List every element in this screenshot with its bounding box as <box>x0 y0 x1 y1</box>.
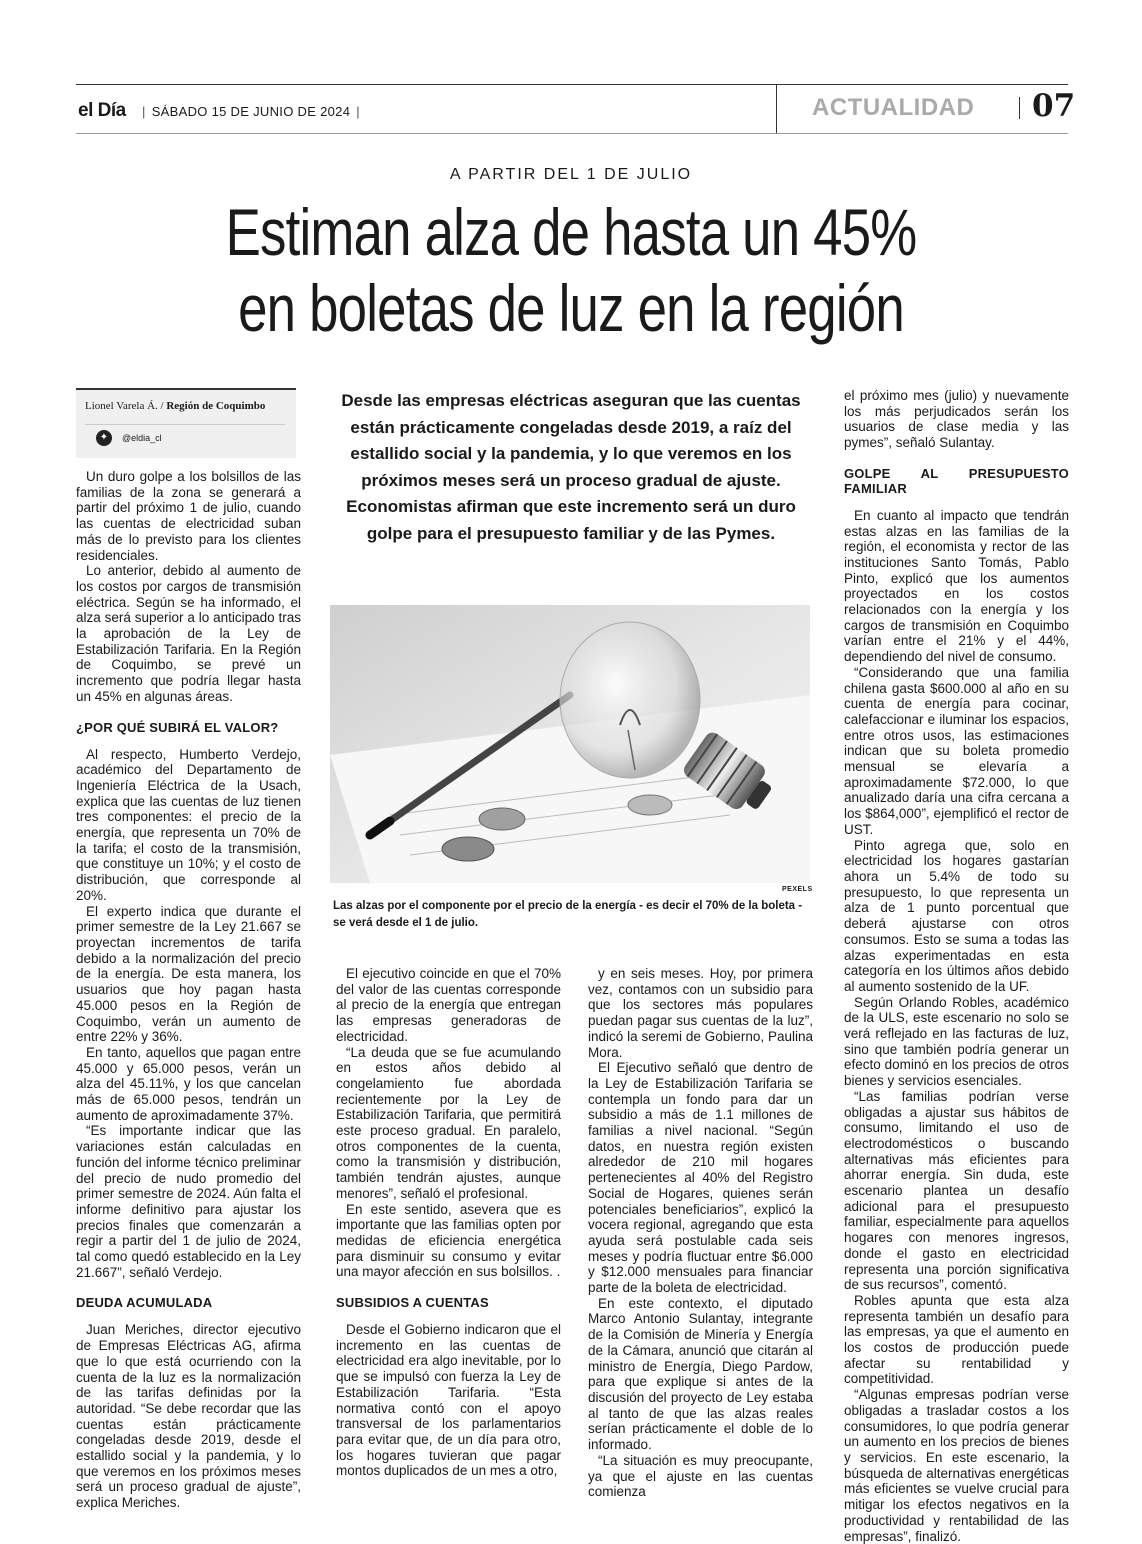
byline-box <box>76 388 296 458</box>
twitter-icon: ✦ <box>96 430 112 446</box>
paragraph: Desde el Gobierno indicaron que el incremento en las cuentas de electricidad era algo inevitable, por lo que se impulsó con fuerza la Ley de Estabilización Tarifaria. “Esta normativa contó con el apoyo transversal de los parlamentarios para evitar que, de un día para otro, los hogares tuvieran que pagar montos duplicados de un mes a otro, <box>336 1322 561 1479</box>
paragraph: y en seis meses. Hoy, por primera vez, contamos con un subsidio para que los sectores más populares puedan pagar sus cuentas de la luz”, indicó la seremi de Gobierno, Paulina Mora. <box>588 966 813 1060</box>
headline-line-1: Estiman alza de hasta un 45% <box>225 195 917 269</box>
paragraph: En tanto, aquellos que pagan entre 45.000 y 65.000 pesos, verán un alza del 45.11%, y los que cancelan más de 65.000 pesos, tendrán un aumento de aproximadamente 37%. <box>76 1044 301 1123</box>
header-rule <box>76 84 1068 85</box>
column-3 <box>588 966 813 1500</box>
subheading: SUBSIDIOS A CUENTAS <box>336 1295 489 1311</box>
page-number: 07 <box>1032 88 1076 124</box>
paragraph: Al respecto, Humberto Verdejo, académico del Departamento de Ingeniería Eléctrica de la Usach, explica que las cuentas de luz tienen tres componentes: el precio de la energía, que representa un 70% de la tarifa; el costo de la transmisión, que constituye un 10%; y el costo de distribución, que corresponde al 20%. <box>76 746 301 903</box>
article-lead: Desde las empresas eléctricas aseguran que las cuentas están prácticamente congeladas desde 2019, a raíz del estallido social y la pandemia, y lo que veremos en los próximos meses será un proceso gradual de ajuste. Economistas afirman que este incremento será un duro golpe para el presupuesto familiar y de las Pymes. <box>341 391 801 543</box>
paragraph: En este sentido, asevera que es importante que las familias opten por medidas de eficiencia energética para disminuir su consumo y evitar una mayor afección en sus bolsillos. . <box>336 1201 561 1280</box>
newspaper-logo: el Día <box>78 100 126 121</box>
lightbulb-photo-graphic <box>330 605 810 883</box>
paragraph: Lo anterior, debido al aumento de los costos por cargos de transmisión eléctrica. Según se ha informado, el alza será superior a lo anticipado tras la aprobación de la Ley de Estabilización Tarifaria. En la Región de Coquimbo, se prevé un incremento que podría llegar hasta un 45% en algunas áreas. <box>76 563 301 704</box>
column-2 <box>336 966 561 1479</box>
subheading: DEUDA ACUMULADA <box>76 1295 213 1311</box>
section-name: ACTUALIDAD <box>812 94 975 121</box>
paragraph: “Considerando que una familia chilena gasta $600.000 al año en su cuenta de energía para cocinar, calefaccionar e iluminar los espacios, entre otros usos, las estimaciones indican que su boleta promedio mensual se elevaría a aproximadamente $72.000, lo que anualizado daría una cifra cercana a los $864,000”, ejemplificó el rector de UST. <box>844 664 1069 837</box>
twitter-handle[interactable]: @eldia_cl <box>122 433 162 443</box>
column-4 <box>844 388 1069 1544</box>
paragraph: Pinto agrega que, solo en electricidad los hogares gastarían ahora un 5.4% de todo su presupuesto, lo que representa un alza de 1 punto porcentual que deberá ajustarse con otros consumos. Esto se suma a todas las alzas experimentadas en esta categoría en los últimos años debido al aumento sostenido de la UF. <box>844 837 1069 994</box>
author-region: Región de Coquimbo <box>166 400 266 412</box>
paragraph: Un duro golpe a los bolsillos de las familias de la zona se generará a partir del próximo 1 de julio, cuando las cuentas de electricidad suban más de lo previsto para los clientes residenciales. <box>76 469 301 563</box>
paragraph: “Es importante indicar que las variaciones están calculadas en función del informe técnico preliminar del precio de nudo promedio del primer semestre de 2024. Aún falta el informe definitivo para ajustar los precios finales que comenzarán a regir a partir del 1 de julio de 2024, tal como quedó establecido en la Ley 21.667”, señaló Verdejo. <box>76 1123 301 1280</box>
headline-line-2: en boletas de luz en la región <box>238 271 904 345</box>
photo-credit: PEXELS <box>782 886 813 893</box>
paragraph: el próximo mes (julio) y nuevamente los más perjudicados serán los usuarios de clase media y las pymes”, señaló Sulantay. <box>844 388 1069 451</box>
paragraph: En cuanto al impacto que tendrán estas alzas en las familias de la región, el economista y rector de las instituciones Santo Tomás, Pablo Pinto, explicó que los aumentos proyectados en los costos relacionados con la energía y los cargos de transmisión en Coquimbo varían entre el 21% y el 44%, dependiendo del nivel de consumo. <box>844 507 1069 665</box>
paragraph: “Las familias podrían verse obligadas a ajustar sus hábitos de consumo, limitando el uso de electrodomésticos o buscando alternativas más eficientes para ahorrar energía. Sin duda, este escenario plantea un desafío adicional para el presupuesto familiar, especialmente para aquellos hogares con menores ingresos, donde el gasto en electricidad representa una porción significativa de sus recursos”, comentó. <box>844 1088 1069 1293</box>
author-name: Lionel Varela Á. / <box>85 400 164 412</box>
issue-date: SÁBADO 15 DE JUNIO DE 2024 <box>151 104 351 119</box>
photo-caption: Las alzas por el componente por el precio de la energía - es decir el 70% de la boleta - se verá desde el 1 de julio. <box>333 900 803 929</box>
header-divider <box>776 84 777 134</box>
paragraph: El experto indica que durante el primer semestre de la Ley 21.667 se proyectan incrementos de tarifa debido a la normalización del precio de la energía. De esta manera, los usuarios que hoy pagan hasta 45.000 pesos en la Región de Coquimbo, verán un aumento de entre 22% y 36%. <box>76 903 301 1045</box>
paragraph: Según Orlando Robles, académico de la ULS, este escenario no solo se verá reflejado en las facturas de luz, sino que también podría generar un efecto dominó en los precios de otros bienes y servicios esenciales. <box>844 994 1069 1089</box>
paragraph: “La deuda que se fue acumulando en estos años debido al congelamiento fue abordada recientemente por la Ley de Estabilización Tarifaria, que permitirá este proceso gradual. En paralelo, otros componentes de la cuenta, como la transmisión y distribución, también tendrán ajustes, aunque menores”, señaló el profesional. <box>336 1044 561 1201</box>
lightbulb-photo <box>330 605 810 883</box>
byline-divider <box>85 424 285 425</box>
section-divider <box>1019 97 1020 119</box>
date-line: | SÁBADO 15 DE JUNIO DE 2024 | <box>142 104 360 119</box>
paragraph: Juan Meriches, director ejecutivo de Empresas Eléctricas AG, afirma que lo que está ocurriendo con la cuenta de la luz es la normalización de las tarifas definidas por la autoridad. “Se debe recordar que las cuentas están prácticamente congeladas desde 2019, desde el estallido social y la pandemia, y lo que veremos en los próximos meses será un proceso gradual de ajuste”, explica Meriches. <box>76 1322 301 1511</box>
paragraph: El Ejecutivo señaló que dentro de la Ley de Estabilización Tarifaria se contempla un fondo para dar un subsidio a más de 1.1 millones de familias a nivel nacional. “Según datos, en nuestra región existen alrededor de 210 mil hogares pertenecientes al 40% del Registro Social de Hogares, quienes serán potenciales beneficiarios”, explicó la vocera regional, agregando que esta ayuda será postulable cada seis meses y podría fluctuar entre $6.000 y $12.000 mensuales para financiar parte de la boleta de electricidad. <box>588 1060 813 1296</box>
paragraph: “La situación es muy preocupante, ya que el ajuste en las cuentas comienza <box>588 1452 813 1500</box>
article-kicker: A PARTIR DEL 1 DE JULIO <box>449 166 693 183</box>
subheading: ¿POR QUÉ SUBIRÁ EL VALOR? <box>76 719 279 735</box>
header-underline <box>76 133 1068 134</box>
subheading: GOLPE AL PRESUPUESTO FAMILIAR <box>844 465 1069 496</box>
paragraph: En este contexto, el diputado Marco Antonio Sulantay, integrante de la Comisión de Minería y Energía de la Cámara, anunció que citarán al ministro de Energía, Diego Pardow, para que explique si antes de la discusión del proyecto de Ley estaba al tanto de que las alzas reales serían prácticamente el doble de lo informado. <box>588 1295 813 1453</box>
paragraph: Robles apunta que esta alza representa también un desafío para las empresas, ya que el aumento en los costos de producción puede afectar su rentabilidad y competitividad. <box>844 1292 1069 1387</box>
paragraph: “Algunas empresas podrían verse obligadas a trasladar costos a los consumidores, lo que podría generar un aumento en los precios de bienes y servicios. En este escenario, la búsqueda de alternativas energéticas más eficientes se vuelve crucial para mitigar los efectos negativos en la productividad y rentabilidad de las empresas”, finalizó. <box>844 1387 1069 1544</box>
author-line <box>85 400 265 412</box>
column-1 <box>76 469 301 1511</box>
headline <box>146 194 996 346</box>
paragraph: El ejecutivo coincide en que el 70% del valor de las cuentas corresponde al precio de la energía que entregan las empresas generadoras de electricidad. <box>336 966 561 1044</box>
